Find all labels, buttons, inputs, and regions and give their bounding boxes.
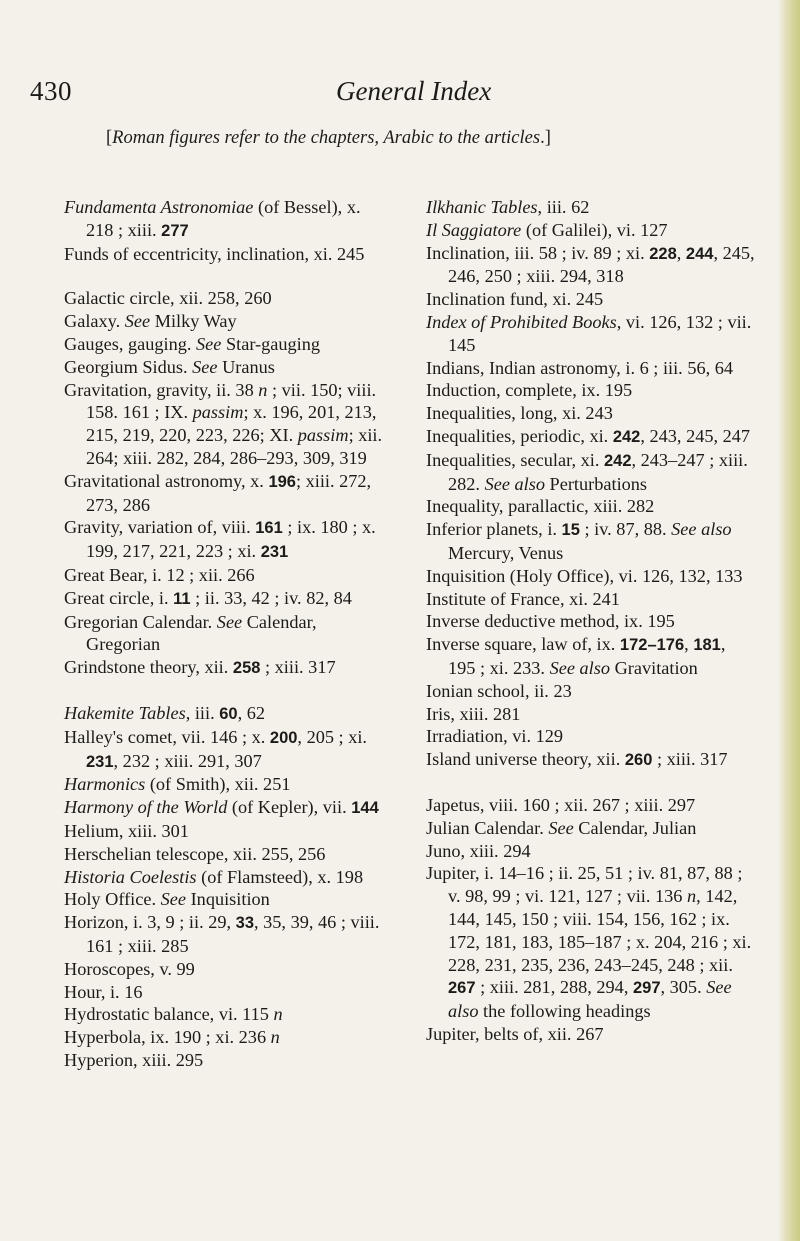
note-close: .]: [540, 128, 551, 148]
entry-text: Induction, complete, ix. 195: [426, 380, 633, 401]
index-entry: [64, 981, 384, 1004]
entry-italic-text: See also: [549, 657, 610, 678]
index-entry: [64, 1026, 384, 1049]
entry-italic-text: Harmonics: [64, 774, 146, 795]
entry-text: Holy Office.: [64, 889, 161, 910]
entry-text: , iii. 62: [537, 197, 590, 217]
entry-text: Halley's comet, vii. 146 ; x.: [64, 726, 270, 747]
index-note: [106, 128, 551, 149]
entry-text: Galaxy.: [64, 311, 125, 332]
entry-text: Inquisition: [186, 889, 270, 910]
entry-text: , 195 ; xi. 233.: [448, 634, 726, 678]
entry-bold-reference: 15: [561, 521, 580, 540]
entry-text: Inclination, iii. 58 ; iv. 89 ; xi.: [426, 242, 650, 263]
index-entry: [64, 866, 384, 889]
entry-bold-reference: 231: [86, 752, 114, 771]
entry-text: the following headings: [478, 1001, 651, 1022]
entry-text: (of Bessel), x. 218 ; xiii.: [86, 197, 361, 240]
index-entry: [426, 817, 756, 840]
entry-text: , 305.: [660, 977, 707, 998]
entry-text: Inclination fund, xi. 245: [426, 289, 604, 310]
entry-text: Calendar, Gregorian: [86, 611, 317, 655]
entry-italic-text: See: [216, 611, 243, 632]
index-entry: [426, 288, 756, 311]
entry-text: Uranus: [217, 356, 275, 377]
index-entry: [426, 518, 756, 565]
index-entry: [64, 470, 384, 517]
entry-bold-reference: 228: [649, 244, 677, 263]
entry-text: Star-gauging: [221, 333, 321, 354]
index-entry: [64, 702, 384, 726]
entry-text: Ionian school, ii. 23: [426, 680, 572, 701]
index-entry: [64, 773, 384, 796]
entry-text: (of Flamsteed), x. 198: [196, 866, 364, 887]
index-entry: [426, 565, 756, 588]
entry-text: , 245, 246, 250 ; xiii. 294, 318: [448, 242, 755, 287]
entry-text: Inverse square, law of, ix.: [426, 634, 620, 655]
entry-text: (of Kepler), vii.: [227, 797, 352, 818]
entry-bold-reference: 196: [268, 472, 296, 491]
index-column-right: [426, 196, 756, 1046]
entry-text: Herschelian telescope, xii. 255, 256: [64, 843, 326, 864]
index-entry: [426, 379, 756, 402]
entry-italic-text: Harmony of the World: [64, 797, 228, 818]
note-mid-2: to the: [433, 128, 485, 148]
entry-text: Irradiation, vi. 129: [426, 726, 564, 747]
index-entry: [426, 196, 756, 219]
index-entry: [64, 611, 384, 657]
entry-text: Inquisition (Holy Office), vi. 126, 132, 133: [426, 565, 743, 586]
entry-text: Inverse deductive method, ix. 195: [426, 611, 675, 632]
index-column-left: [64, 196, 384, 1072]
entry-text: Island universe theory, xii.: [426, 749, 625, 770]
index-entry: [64, 379, 384, 470]
entry-bold-reference: 242: [603, 451, 632, 470]
index-entry: [426, 610, 756, 633]
index-entry: [426, 449, 756, 496]
index-entry: [64, 820, 384, 843]
entry-italic-text: Il Saggiatore: [426, 219, 522, 240]
entry-bold-reference: 161: [255, 519, 283, 538]
index-entry: [64, 243, 384, 266]
entry-bold-reference: 231: [260, 543, 289, 562]
entry-bold-reference: 11: [173, 589, 191, 608]
entry-text: ; xiii. 272, 273, 286: [86, 470, 372, 515]
entry-text: Japetus, viii. 160 ; xii. 267 ; xiii. 297: [426, 794, 696, 815]
entry-italic-text: See also: [484, 473, 545, 494]
index-entry: [64, 796, 384, 820]
entry-italic-text: See: [196, 333, 222, 354]
entry-text: , 232 ; xiii. 291, 307: [113, 750, 262, 771]
entry-bold-reference: 200: [269, 728, 298, 747]
index-entry: [426, 588, 756, 611]
entry-text: Calendar, Julian: [573, 817, 697, 838]
index-entry: [426, 242, 756, 289]
index-entry: [64, 843, 384, 866]
entry-italic-text: See: [192, 356, 218, 377]
entry-text: Inequalities, periodic, xi.: [426, 425, 613, 446]
entry-text: , 243–247 ; xiii. 282.: [448, 449, 748, 494]
note-open-bracket: [: [106, 128, 113, 148]
entry-text: Indians, Indian astronomy, i. 6 ; iii. 56, 64: [426, 357, 734, 378]
entry-bold-reference: 172–176: [619, 636, 685, 655]
entry-text: Gravity, variation of, viii.: [64, 517, 256, 538]
entry-italic-text: See: [160, 889, 187, 910]
entry-text: , vi. 126, 132 ; vii. 145: [448, 311, 752, 355]
index-entry: [64, 196, 384, 243]
entry-italic-text: See also: [671, 519, 732, 540]
entry-italic-text: See: [548, 817, 574, 838]
index-entry: [64, 911, 384, 958]
index-entry: [426, 357, 756, 380]
index-entry: [426, 633, 756, 680]
entry-text: Hyperion, xiii. 295: [64, 1049, 204, 1070]
entry-text: Mercury, Venus: [448, 542, 564, 563]
entry-text: Great circle, i.: [64, 587, 174, 608]
entry-text: ; x. 196, 201, 213, 215, 219, 220, 223, 226; XI.: [86, 402, 377, 446]
index-entry: [426, 840, 756, 863]
entry-text: Institute of France, xi. 241: [426, 588, 620, 609]
entry-text: Helium, xiii. 301: [64, 820, 189, 841]
entry-italic-text: n: [270, 1027, 280, 1048]
running-head: General Index: [336, 76, 492, 106]
index-entry: [426, 1023, 756, 1046]
entry-text: (of Smith), xii. 251: [145, 774, 291, 795]
index-entry: [64, 310, 384, 333]
index-entry: [426, 703, 756, 726]
entry-text: Gravitation: [610, 657, 698, 678]
index-entry: [64, 516, 384, 564]
entry-bold-reference: 267: [448, 979, 476, 998]
entry-text: , 35, 39, 46 ; viii. 161 ; xiii. 285: [86, 912, 380, 956]
entry-italic-text: passim: [297, 425, 349, 446]
index-entry: [64, 958, 384, 981]
index-entry: [64, 587, 384, 611]
note-articles: articles: [484, 128, 541, 148]
entry-bold-reference: 33: [235, 914, 254, 933]
entry-italic-text: n: [687, 886, 697, 907]
entry-text: ,: [676, 242, 686, 263]
entry-bold-reference: 242: [612, 427, 641, 446]
entry-text: ; vii. 150; viii. 158. 161 ; IX.: [86, 379, 377, 423]
entry-text: Hour, i. 16: [64, 981, 143, 1002]
entry-text: Jupiter, i. 14–16 ; ii. 25, 51 ; iv. 81, 87, 88 ; v. 98, 99 ; vi. 121, 127 ; vii. 136: [426, 863, 743, 907]
entry-text: Gravitational astronomy, x.: [64, 470, 269, 491]
entry-text: , 142, 144, 145, 150 ; viii. 154, 156, 162 ; ix. 172, 181, 183, 185–187 ; x. 204, 216 ; xi. 228, 231, 235, 236, 243–245, 248 ; xii.: [448, 886, 752, 975]
entry-bold-reference: 144: [351, 799, 379, 818]
index-entry: [64, 726, 384, 774]
entry-bold-reference: 181: [693, 636, 721, 655]
entry-text: ; ix. 180 ; x. 199, 217, 221, 223 ; xi.: [86, 517, 376, 562]
entry-text: , 62: [237, 702, 266, 723]
entry-bold-reference: 260: [624, 751, 653, 770]
entry-text: Horoscopes, v. 99: [64, 958, 195, 979]
entry-text: Georgium Sidus.: [64, 356, 193, 377]
entry-text: Juno, xiii. 294: [426, 840, 531, 861]
index-entry: [426, 402, 756, 425]
entry-italic-text: See: [124, 311, 151, 332]
entry-text: Inequalities, secular, xi.: [426, 449, 604, 470]
entry-italic-text: See also: [448, 977, 732, 1022]
entry-text: Inequalities, long, xi. 243: [426, 403, 613, 424]
entry-bold-reference: 60: [219, 704, 238, 723]
note-roman-figures: Roman figures: [112, 128, 220, 148]
entry-text: Galactic circle, xii. 258, 260: [64, 288, 272, 309]
page-number: 430: [30, 76, 72, 106]
entry-text: ; ii. 33, 42 ; iv. 82, 84: [190, 587, 352, 608]
entry-text: Gauges, gauging.: [64, 333, 197, 354]
entry-italic-text: n: [258, 379, 268, 400]
index-entry: [426, 425, 756, 449]
note-arabic: Arabic: [383, 128, 434, 148]
entry-text: Perturbations: [544, 473, 648, 494]
entry-bold-reference: 297: [632, 979, 661, 998]
entry-bold-reference: 277: [161, 221, 189, 240]
entry-text: Iris, xiii. 281: [426, 703, 521, 724]
note-mid-1: refer to the chapters,: [219, 128, 384, 148]
entry-text: ; xiii. 317: [260, 657, 336, 678]
index-entry: [426, 495, 756, 518]
entry-italic-text: Fundamenta Astronomiae: [64, 197, 254, 217]
entry-bold-reference: 244: [685, 244, 714, 263]
entry-italic-text: n: [273, 1004, 283, 1025]
entry-text: Hyperbola, ix. 190 ; xi. 236: [64, 1027, 271, 1048]
entry-italic-text: Hakemite Tables: [64, 702, 186, 723]
entry-text: Jupiter, belts of, xii. 267: [426, 1023, 604, 1044]
index-entry: [426, 794, 756, 817]
entry-text: Inferior planets, i.: [426, 519, 562, 540]
index-entry: [426, 748, 756, 772]
index-entry: [426, 680, 756, 703]
entry-text: Inequality, parallactic, xiii. 282: [426, 496, 655, 517]
entry-text: Horizon, i. 3, 9 ; ii. 29,: [64, 912, 236, 933]
entry-text: ; xiii. 281, 288, 294,: [475, 977, 633, 998]
entry-text: Funds of eccentricity, inclination, xi. 245: [64, 243, 365, 264]
index-entry: [64, 1049, 384, 1072]
page-edge: [778, 0, 800, 1241]
entry-italic-text: Ilkhanic Tables: [426, 197, 538, 217]
index-entry: [64, 656, 384, 680]
index-entry: [426, 311, 756, 357]
entry-text: Grindstone theory, xii.: [64, 657, 233, 678]
entry-text: Gregorian Calendar.: [64, 611, 217, 632]
entry-text: ; xii. 264; xiii. 282, 284, 286–293, 309, 319: [86, 425, 383, 468]
entry-text: ; xiii. 317: [652, 749, 728, 770]
entry-bold-reference: 258: [232, 659, 261, 678]
entry-italic-text: passim: [192, 402, 244, 423]
index-entry: [64, 564, 384, 587]
entry-text: , 205 ; xi.: [297, 726, 367, 747]
entry-text: Hydrostatic balance, vi. 115: [64, 1004, 274, 1025]
index-entry: [426, 725, 756, 748]
entry-text: ,: [684, 634, 694, 655]
index-entry: [64, 888, 384, 911]
index-entry: [426, 862, 756, 1023]
entry-text: Great Bear, i. 12 ; xii. 266: [64, 564, 255, 585]
index-entry: [64, 333, 384, 356]
entry-text: , iii.: [185, 702, 220, 723]
entry-text: , 243, 245, 247: [640, 425, 751, 446]
entry-text: (of Galilei), vi. 127: [521, 219, 668, 240]
entry-italic-text: Historia Coelestis: [64, 866, 197, 887]
entry-text: Julian Calendar.: [426, 817, 549, 838]
entry-text: ; iv. 87, 88.: [579, 519, 672, 540]
entry-italic-text: Index of Prohibited Books: [426, 311, 617, 332]
index-entry: [64, 1003, 384, 1026]
entry-text: Milky Way: [150, 311, 237, 332]
index-entry: [64, 287, 384, 310]
entry-text: Gravitation, gravity, ii. 38: [64, 379, 259, 400]
index-entry: [426, 219, 756, 242]
index-entry: [64, 356, 384, 379]
